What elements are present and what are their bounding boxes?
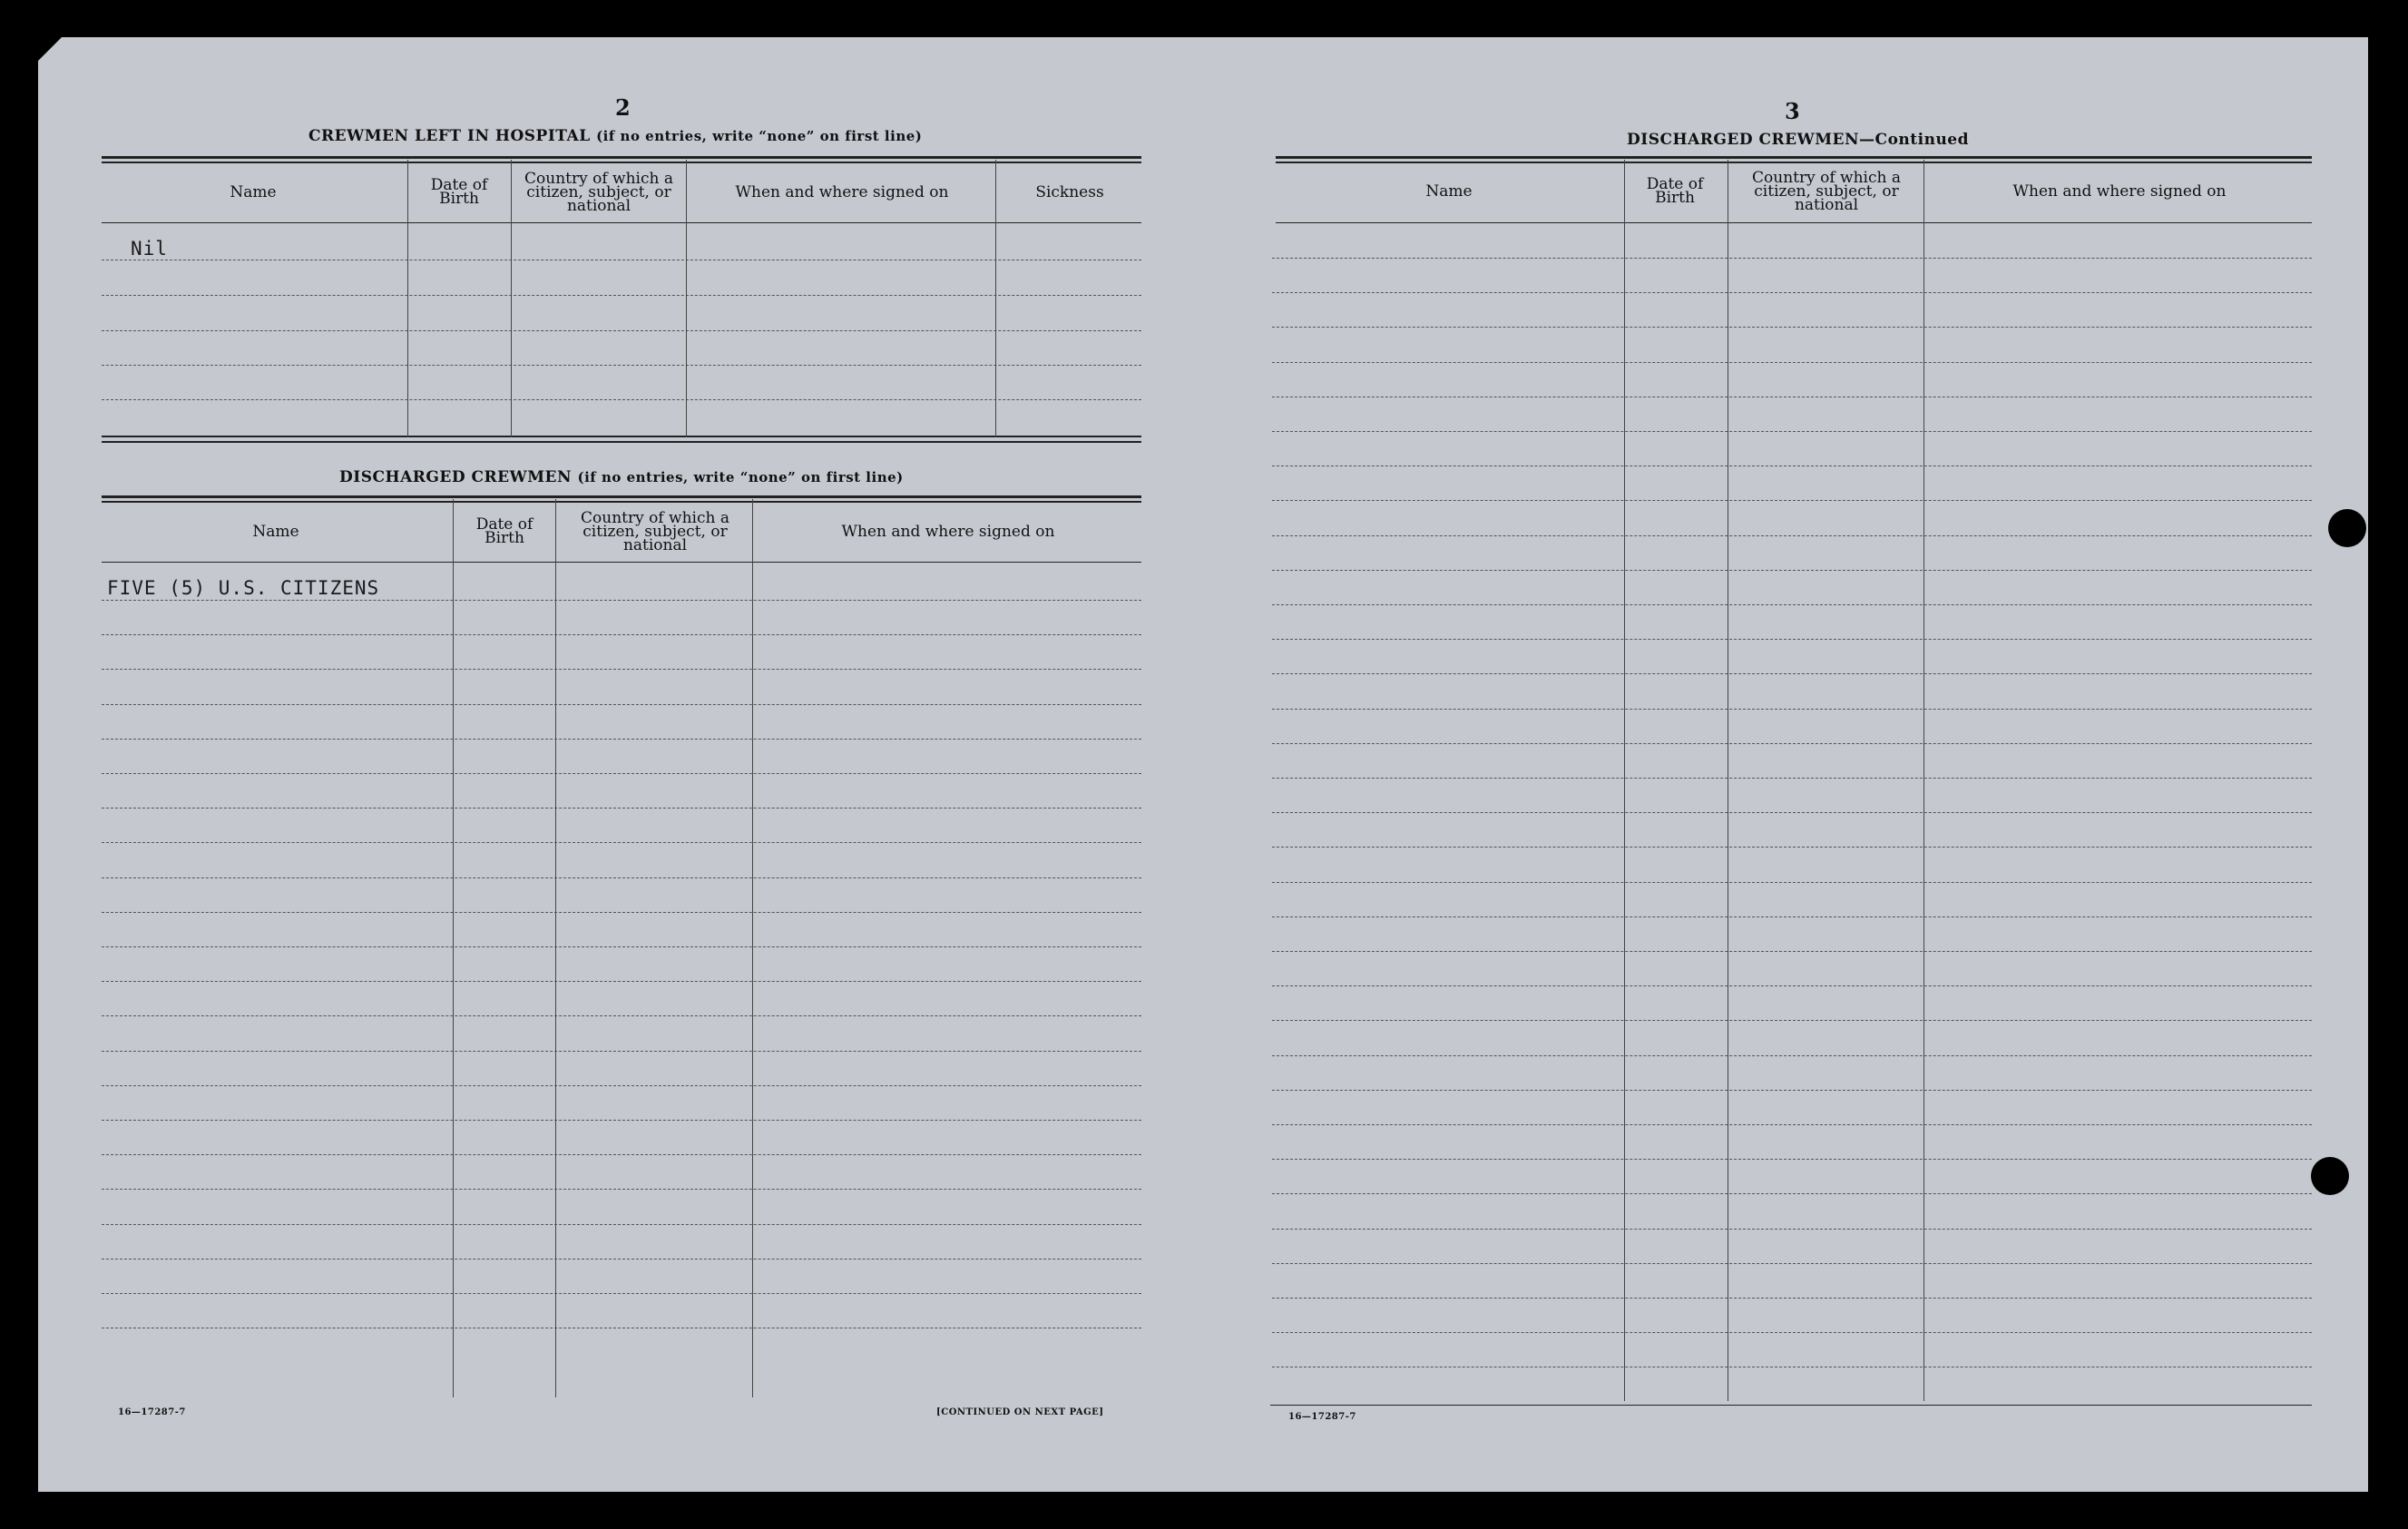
discharged-col-dob: Date of Birth (475, 515, 533, 547)
ruled-line (102, 946, 1141, 947)
ruled-line (102, 981, 1141, 982)
ruled-line (1272, 951, 2312, 952)
ruled-line (1272, 1159, 2312, 1160)
ruled-line (1272, 673, 2312, 674)
hospital-top-rule (102, 156, 1141, 159)
discharged-entry-text: FIVE (5) U.S. CITIZENS (107, 577, 380, 599)
discharged-col-signed: When and where signed on (841, 522, 1055, 541)
right-page-number: 3 (1785, 98, 1800, 124)
ruled-line (1272, 362, 2312, 363)
ruled-line (1272, 1263, 2312, 1264)
hospital-bottom-rule (102, 436, 1141, 437)
hospital-row-line (102, 399, 1141, 400)
right-divider (1923, 160, 1924, 1401)
ruled-line (102, 1224, 1141, 1225)
discharged-section-title (339, 468, 904, 486)
ruled-line (1272, 778, 2312, 779)
ruled-line (102, 808, 1141, 809)
punch-hole (2328, 509, 2366, 547)
ruled-line (1272, 327, 2312, 328)
folded-corner (38, 37, 62, 61)
ruled-line (1272, 1055, 2312, 1056)
right-top-rule (1276, 156, 2312, 159)
right-section-title: DISCHARGED CREWMEN—Continued (1627, 131, 1970, 149)
ruled-line (1272, 709, 2312, 710)
hospital-section-title (308, 127, 922, 145)
ruled-line (102, 739, 1141, 740)
discharged-header-rule (102, 562, 1141, 563)
discharged-divider (752, 499, 753, 1397)
ruled-line (102, 773, 1141, 774)
ruled-line (1272, 639, 2312, 640)
hospital-divider (511, 160, 512, 437)
ruled-line (102, 1154, 1141, 1155)
ruled-line (102, 600, 1141, 601)
ruled-line (102, 1051, 1141, 1052)
ruled-line (102, 1293, 1141, 1294)
right-bottom-rule (1270, 1405, 2312, 1406)
hospital-divider (995, 160, 996, 437)
hospital-col-dob: Date of Birth (430, 176, 488, 208)
ruled-line (1272, 812, 2312, 813)
ruled-line (1272, 1332, 2312, 1333)
ruled-line (1272, 882, 2312, 883)
right-col-dob: Date of Birth (1646, 175, 1704, 207)
ruled-line (102, 634, 1141, 635)
discharged-instruction: (if no entries, write “none” on first line) (577, 469, 904, 485)
right-form-number: 16—17287-7 (1288, 1412, 1356, 1422)
ruled-line (1272, 1020, 2312, 1021)
hospital-title-text: CREWMEN LEFT IN HOSPITAL (308, 127, 591, 145)
ruled-line (102, 877, 1141, 878)
ruled-line (1272, 1124, 2312, 1125)
hospital-col-sickness: Sickness (1035, 182, 1104, 201)
hospital-top-rule-2 (102, 162, 1141, 163)
hospital-bottom-rule-2 (102, 441, 1141, 443)
discharged-divider (453, 499, 454, 1397)
hospital-divider (686, 160, 687, 437)
ruled-line (1272, 500, 2312, 501)
continued-note: [CONTINUED ON NEXT PAGE] (936, 1407, 1104, 1417)
ruled-line (1272, 570, 2312, 571)
discharged-col-name: Name (252, 522, 299, 541)
hospital-header-rule (102, 222, 1141, 223)
ruled-line (102, 1189, 1141, 1190)
ruled-line (102, 842, 1141, 843)
document-sheet (38, 37, 2368, 1492)
discharged-top-rule (102, 495, 1141, 498)
ruled-line (1272, 604, 2312, 605)
ruled-line (1272, 1229, 2312, 1230)
ruled-line (102, 1085, 1141, 1086)
hospital-entry-text: Nil (131, 238, 168, 260)
hospital-col-country: Country of which a citizen, subject, or national (524, 169, 673, 215)
ruled-line (1272, 292, 2312, 293)
right-header-rule (1276, 222, 2312, 223)
hospital-instruction: (if no entries, write “none” on first line) (596, 128, 923, 144)
ruled-line (1272, 985, 2312, 986)
ruled-line (1272, 1090, 2312, 1091)
discharged-divider (555, 499, 556, 1397)
ruled-line (1272, 1298, 2312, 1299)
right-col-name: Name (1425, 181, 1473, 201)
ruled-line (1272, 847, 2312, 848)
discharged-title-text: DISCHARGED CREWMEN (339, 468, 573, 486)
ruled-line (1272, 431, 2312, 432)
hospital-col-signed: When and where signed on (735, 182, 949, 201)
ruled-line (102, 704, 1141, 705)
ruled-line (102, 1015, 1141, 1016)
discharged-top-rule-2 (102, 501, 1141, 503)
ruled-line (1272, 1193, 2312, 1194)
hospital-row-line (102, 365, 1141, 366)
ruled-line (102, 669, 1141, 670)
right-col-signed: When and where signed on (2012, 181, 2227, 201)
ruled-line (1272, 258, 2312, 259)
punch-hole (2311, 1157, 2349, 1195)
ruled-line (1272, 916, 2312, 917)
right-col-country: Country of which a citizen, subject, or national (1752, 168, 1901, 214)
hospital-row-line (102, 330, 1141, 331)
hospital-row-line (102, 295, 1141, 296)
hospital-divider (407, 160, 408, 437)
hospital-col-name: Name (230, 182, 277, 201)
ruled-line (102, 1120, 1141, 1121)
discharged-col-country: Country of which a citizen, subject, or national (581, 508, 729, 554)
ruled-line (1272, 535, 2312, 536)
left-form-number: 16—17287-7 (118, 1407, 186, 1417)
ruled-line (102, 912, 1141, 913)
ruled-line (1272, 743, 2312, 744)
right-divider (1624, 160, 1625, 1401)
left-page-number: 2 (615, 94, 631, 121)
